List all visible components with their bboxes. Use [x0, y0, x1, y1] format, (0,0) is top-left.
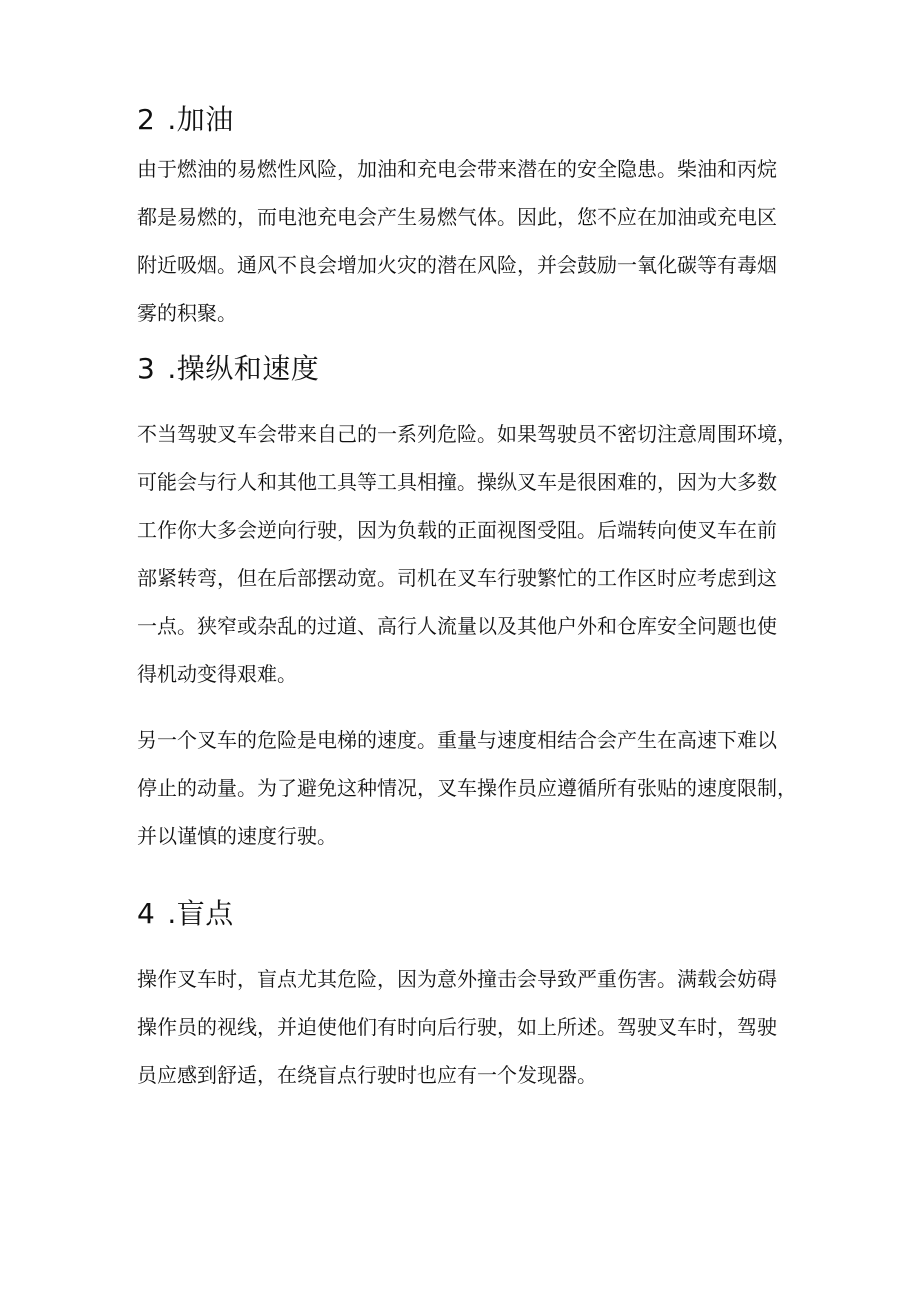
- paragraph-line: 附近吸烟。通风不良会增加火灾的潜在风险，并会鼓励一氧化碳等有毒烟: [137, 253, 777, 277]
- section-2-title: .加油: [167, 103, 234, 136]
- section-2-heading: [137, 102, 234, 138]
- section-3-title: .操纵和速度: [167, 352, 320, 385]
- paragraph-line: 雾的积聚。: [137, 301, 237, 325]
- section-4-paragraph-1: [137, 955, 797, 1099]
- section-4-heading: [137, 896, 234, 932]
- paragraph-line: 员应感到舒适，在绕盲点行驶时也应有一个发现器。: [137, 1063, 597, 1087]
- paragraph-line: 部紧转弯，但在后部摆动宽。司机在叉车行驶繁忙的工作区时应考虑到这: [137, 566, 777, 590]
- section-3-paragraph-1: [137, 410, 797, 698]
- paragraph-line: 工作你大多会逆向行驶，因为负载的正面视图受阻。后端转向使叉车在前: [137, 518, 777, 542]
- section-3-paragraph-2: [137, 716, 797, 860]
- paragraph-line: 操作叉车时，盲点尤其危险，因为意外撞击会导致严重伤害。满载会妨碍: [137, 967, 777, 991]
- paragraph-line: 停止的动量。为了避免这种情况，叉车操作员应遵循所有张贴的速度限制，: [137, 776, 797, 800]
- paragraph-line: 一点。狭窄或杂乱的过道、高行人流量以及其他户外和仓库安全问题也使: [137, 614, 777, 638]
- paragraph-line: 另一个叉车的危险是电梯的速度。重量与速度相结合会产生在高速下难以: [137, 728, 777, 752]
- paragraph-line: 操作员的视线，并迫使他们有时向后行驶，如上所述。驾驶叉车时，驾驶: [137, 1015, 777, 1039]
- paragraph-line: 由于燃油的易燃性风险，加油和充电会带来潜在的安全隐患。柴油和丙烷: [137, 157, 777, 181]
- section-2-number: 2: [137, 103, 156, 136]
- section-4-title: .盲点: [167, 897, 234, 930]
- paragraph-line: 并以谨慎的速度行驶。: [137, 824, 337, 848]
- paragraph-line: 可能会与行人和其他工具等工具相撞。操纵叉车是很困难的，因为大多数: [137, 470, 777, 494]
- paragraph-line: 得机动变得艰难。: [137, 662, 297, 686]
- section-3-heading: [137, 351, 319, 387]
- section-2-paragraph-1: [137, 145, 797, 337]
- section-3-number: 3: [137, 352, 156, 385]
- paragraph-line: 不当驾驶叉车会带来自己的一系列危险。如果驾驶员不密切注意周围环境，: [137, 422, 797, 446]
- section-4-number: 4: [137, 897, 156, 930]
- paragraph-line: 都是易燃的，而电池充电会产生易燃气体。因此，您不应在加油或充电区: [137, 205, 777, 229]
